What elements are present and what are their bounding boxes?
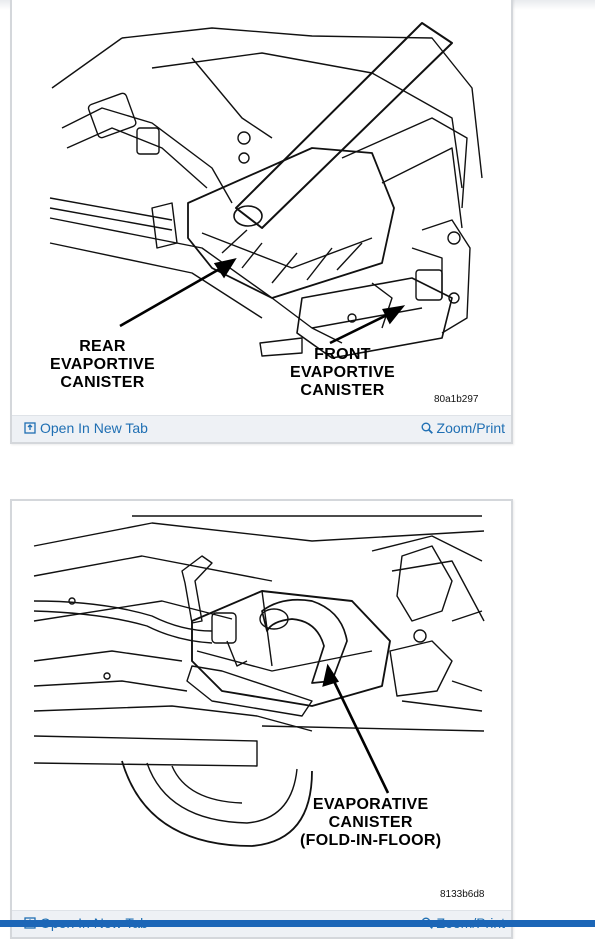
image-toolbar: [12, 415, 511, 442]
label-line: CANISTER: [300, 382, 385, 399]
evaporative-canister-label: [300, 796, 441, 850]
label-line: CANISTER: [328, 814, 413, 831]
open-new-tab-icon: [24, 422, 36, 434]
open-in-new-tab-label: Open In New Tab: [40, 420, 148, 436]
rear-canister-label: [50, 338, 155, 392]
label-line: (FOLD-IN-FLOOR): [300, 832, 442, 849]
label-line: FRONT: [314, 346, 371, 363]
label-line: EVAPORATIVE: [312, 796, 429, 813]
diagram-card-2: [10, 499, 513, 939]
zoom-print-label: Zoom/Print: [436, 420, 505, 436]
taskbar-strip: [0, 920, 595, 927]
label-line: EVAPORTIVE: [290, 364, 395, 381]
label-line: EVAPORTIVE: [50, 356, 155, 373]
open-in-new-tab-link[interactable]: [24, 420, 148, 436]
front-canister-label: [290, 346, 395, 400]
diagram-card-1: [10, 0, 513, 444]
label-line: CANISTER: [60, 374, 145, 391]
label-line: REAR: [79, 338, 126, 355]
figure-code: 8133b6d8: [440, 889, 485, 900]
magnifier-icon: [421, 422, 433, 434]
figure-code: 80a1b297: [434, 394, 479, 405]
zoom-print-link[interactable]: [421, 420, 505, 436]
